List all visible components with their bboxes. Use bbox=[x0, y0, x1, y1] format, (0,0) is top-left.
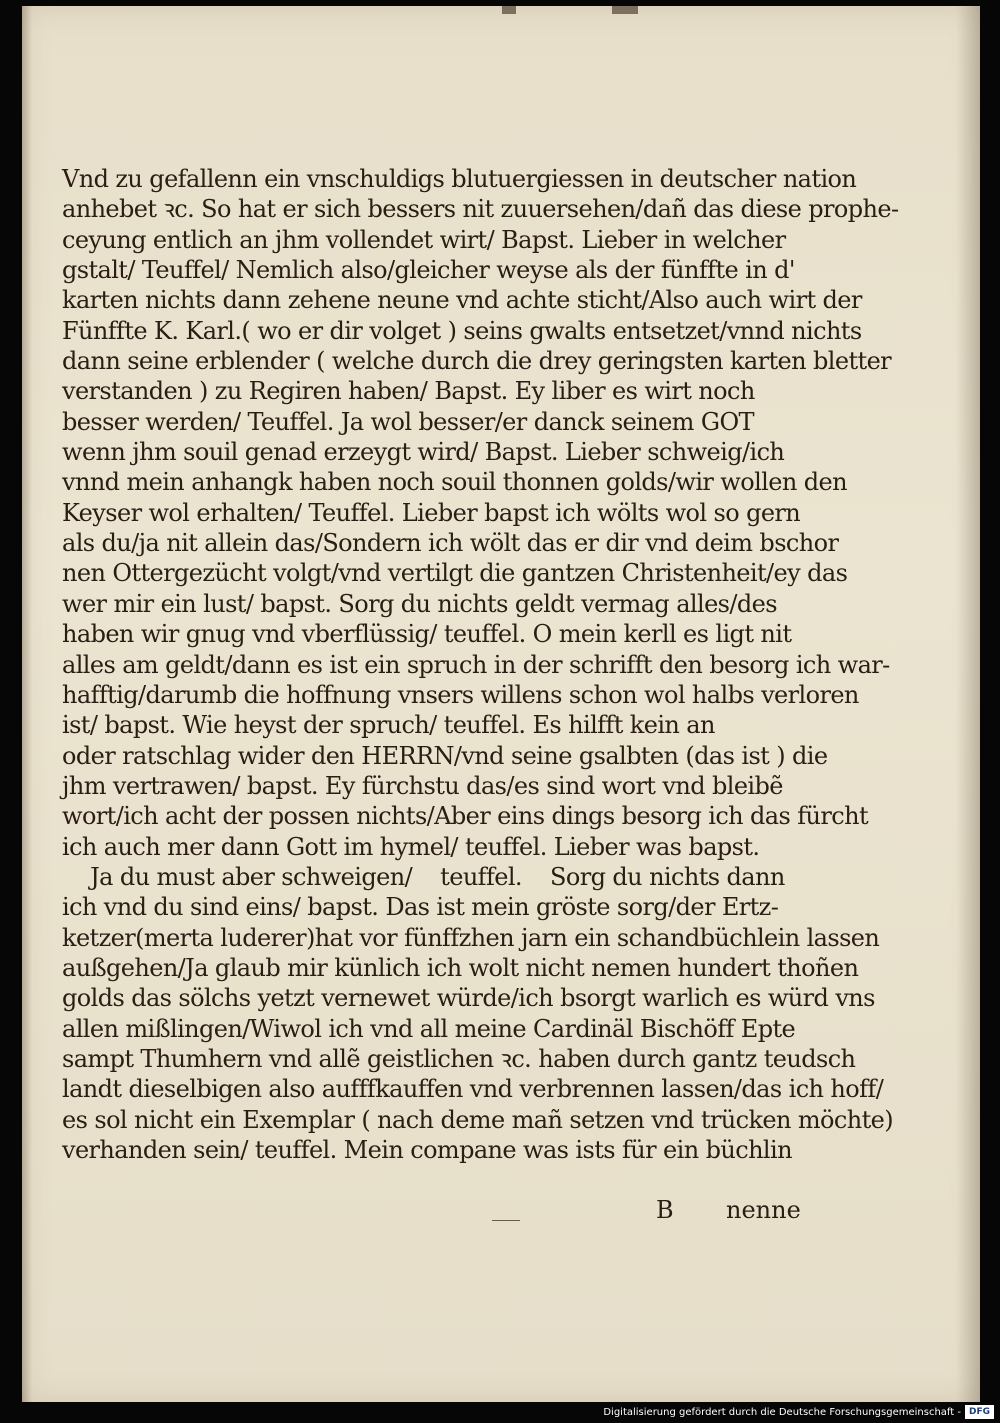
page-edge-shadow bbox=[956, 6, 980, 1402]
text-line: Vnd zu gefallenn ein vnschuldigs blutuergiessen in deutscher nation bbox=[62, 165, 857, 193]
text-line: verstanden ) zu Regiren haben/ Bapst. Ey liber es wirt noch bbox=[62, 377, 755, 406]
text-line: wer mir ein lust/ bapst. Sorg du nichts geldt vermag alles/des bbox=[62, 589, 777, 618]
text-line: anhebet ꝛc. So hat er sich bessers nit zuuersehen/dañ das diese prophe- bbox=[62, 195, 899, 224]
text-line: hafftig/darumb die hoffnung vnsers willens schon wol halbs verloren bbox=[62, 680, 859, 709]
text-line: golds das sölchs yetzt vernewet würde/ich bsorgt warlich es würd vns bbox=[62, 984, 875, 1013]
text-line: alles am geldt/dann es ist ein spruch in der schrifft den besorg ich war- bbox=[62, 650, 890, 679]
text-line: wort/ich acht der possen nichts/Aber eins dings besorg ich das fürcht bbox=[62, 802, 869, 831]
text-line: allen mißlingen/Wiwol ich vnd all meine Cardinäl Bischöff Epte bbox=[62, 1014, 796, 1043]
text-line: gstalt/ Teuffel/ Nemlich also/gleicher weyse als der fünffte in d' bbox=[62, 256, 795, 285]
text-line: verhanden sein/ teuffel. Mein compane was ists für ein büchlin bbox=[62, 1136, 792, 1164]
text-line: ich vnd du sind eins/ bapst. Das ist mein gröste sorg/der Ertz- bbox=[62, 893, 779, 922]
text-line: es sol nicht ein Exemplar ( nach deme mañ setzen vnd trücken möchte) bbox=[62, 1105, 894, 1134]
text-line: dann seine erblender ( welche durch die drey geringsten karten bletter bbox=[62, 347, 892, 376]
text-line: als du/ja nit allein das/Sondern ich wölt das er dir vnd deim bschor bbox=[62, 529, 839, 558]
text-line: oder ratschlag wider den HERRN/vnd seine gsalbten (das ist ) die bbox=[62, 741, 828, 770]
page-foot bbox=[492, 1196, 801, 1230]
text-line: außgehen/Ja glaub mir künlich ich wolt nicht nemen hundert thoñen bbox=[62, 953, 859, 982]
text-line: karten nichts dann zehene neune vnd achte sticht/Also auch wirt der bbox=[62, 286, 862, 315]
ink-mark bbox=[502, 6, 516, 14]
page-gutter-shadow bbox=[22, 6, 32, 1402]
ink-mark bbox=[612, 6, 638, 14]
text-line: haben wir gnug vnd vberflüssig/ teuffel. O mein kerll es ligt nit bbox=[62, 620, 792, 649]
digitization-credit bbox=[603, 1405, 994, 1419]
book-page bbox=[22, 6, 980, 1402]
text-line: ich auch mer dann Gott im hymel/ teuffel. Lieber was bapst. bbox=[62, 832, 760, 861]
text-line: jhm vertrawen/ bapst. Ey fürchstu das/es sind wort vnd bleibẽ bbox=[62, 771, 783, 800]
text-line: Fünffte K. Karl.( wo er dir volget ) seins gwalts entsetzet/vnnd nichts bbox=[62, 316, 862, 345]
text-line: Keyser wol erhalten/ Teuffel. Lieber bapst ich wölts wol so gern bbox=[62, 498, 801, 527]
catchword: nenne bbox=[726, 1196, 801, 1224]
text-line: vnnd mein anhangk haben noch souil thonnen golds/wir wollen den bbox=[62, 468, 847, 497]
credit-text: Digitalisierung gefördert durch die Deutsche Forschungsgemeinschaft - bbox=[603, 1406, 961, 1418]
text-line: wenn jhm souil genad erzeygt wird/ Bapst. Lieber schweig/ich bbox=[62, 438, 785, 467]
signature-mark: B bbox=[656, 1196, 674, 1224]
divider bbox=[492, 1220, 520, 1221]
text-line: ketzer(merta luderer)hat vor fünffzhen jarn ein schandbüchlein lassen bbox=[62, 923, 880, 952]
text-line: Ja du must aber schweigen/ teuffel. Sorg du nichts dann bbox=[62, 862, 785, 891]
text-line: ist/ bapst. Wie heyst der spruch/ teuffel. Es hilfft kein an bbox=[62, 711, 715, 740]
dfg-logo-icon: DFG bbox=[965, 1405, 994, 1419]
text-line: landt dieselbigen also aufffkauffen vnd verbrennen lassen/das ich hoff/ bbox=[62, 1075, 884, 1104]
body-text bbox=[62, 164, 899, 1165]
text-line: besser werden/ Teuffel. Ja wol besser/er danck seinem GOT bbox=[62, 407, 754, 436]
text-line: sampt Thumhern vnd allẽ geistlichen ꝛc. haben durch gantz teudsch bbox=[62, 1044, 856, 1073]
text-line: ceyung entlich an jhm vollendet wirt/ Bapst. Lieber in welcher bbox=[62, 225, 786, 254]
text-line: nen Ottergezücht volgt/vnd vertilgt die gantzen Christenheit/ey das bbox=[62, 559, 848, 588]
